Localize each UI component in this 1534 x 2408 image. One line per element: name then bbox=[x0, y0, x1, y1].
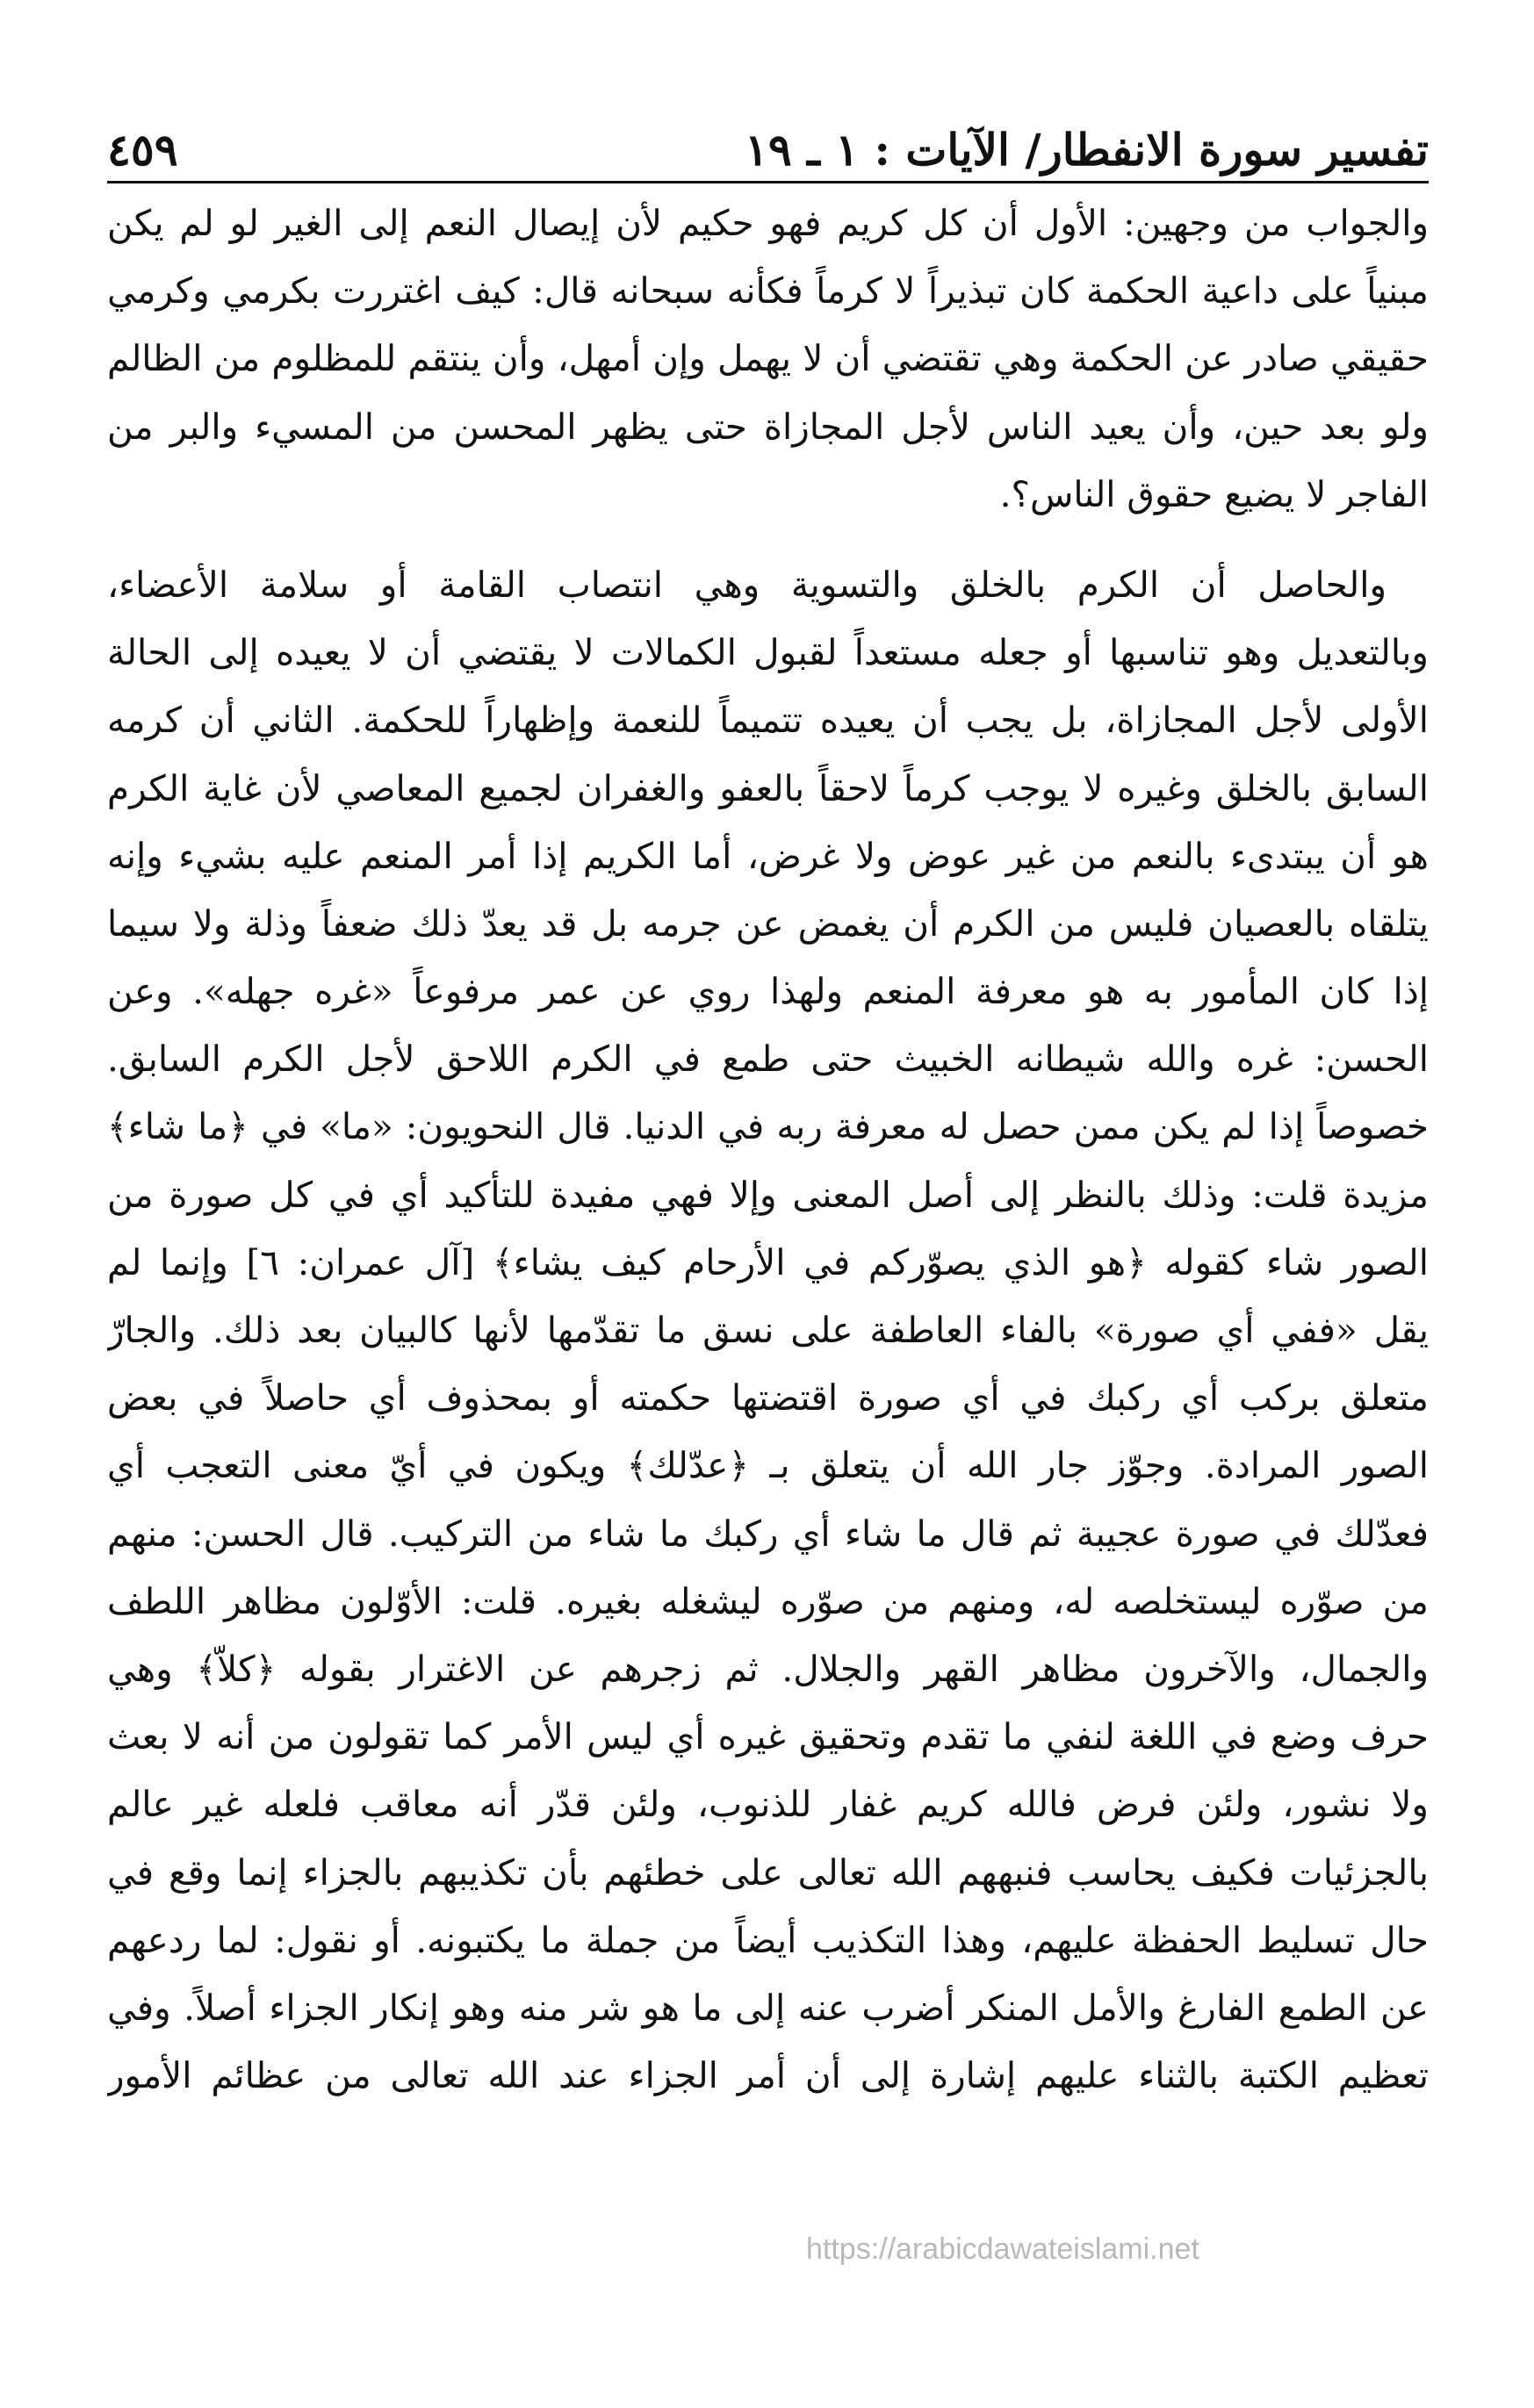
text-line: إذا كان المأمور به هو معرفة المنعم ولهذا روي عن عمر مرفوعاً «غره جهله». وعن bbox=[107, 970, 1429, 1013]
paragraph bbox=[107, 551, 1429, 2110]
text-line: فعدّلك في صورة عجيبة ثم قال ما شاء أي ركبك ما شاء من التركيب. قال الحسن: منهم bbox=[107, 1512, 1429, 1555]
watermark-url: https://arabicdawateislami.net bbox=[806, 2232, 1199, 2266]
text-line: عن الطمع الفارغ والأمل المنكر أضرب عنه إلى ما هو شر منه وهو إنكار الجزاء أصلاً. وفي bbox=[107, 1986, 1429, 2029]
text-line: الحسن: غره والله شيطانه الخبيث حتى طمع في الكرم اللاحق لأجل الكرم السابق. bbox=[107, 1038, 1429, 1081]
running-header bbox=[107, 114, 1429, 176]
text-line: بالجزئيات فكيف يحاسب فنبههم الله تعالى على خطئهم بأن تكذيبهم بالجزاء إنما وقع في bbox=[107, 1851, 1429, 1894]
text-line: والجواب من وجهين: الأول أن كل كريم فهو حكيم لأن إيصال النعم إلى الغير لو لم يكن bbox=[107, 202, 1429, 244]
text-line: الأولى لأجل المجازاة، بل يجب أن يعيده تتميماً للنعمة وإظهاراً للحكمة. الثاني أن كرمه bbox=[107, 699, 1429, 742]
page-number: ٤٥٩ bbox=[107, 124, 178, 176]
text-line: ولا نشور، ولئن فرض فالله كريم غفار للذنوب، ولئن قدّر أنه معاقب فلعله غير عالم bbox=[107, 1783, 1429, 1826]
text-line: والحاصل أن الكرم بالخلق والتسوية وهي انتصاب القامة أو سلامة الأعضاء، bbox=[107, 563, 1386, 606]
paragraph-gap bbox=[107, 528, 1429, 551]
text-line: متعلق بركب أي ركبك في أي صورة اقتضتها حكمته أو بمحذوف أي حاصلاً في بعض bbox=[107, 1377, 1429, 1420]
header-rule bbox=[107, 181, 1429, 183]
text-line: من صوّره ليستخلصه له، ومنهم من صوّره ليشغله بغيره. قلت: الأوّلون مظاهر اللطف bbox=[107, 1579, 1429, 1622]
text-line: السابق بالخلق وغيره لا يوجب كرماً لاحقاً بالعفو والغفران لجميع المعاصي لأن غاية الكرم bbox=[107, 766, 1429, 809]
text-line: والجمال، والآخرون مظاهر القهر والجلال. ثم زجرهم عن الاغترار بقوله ﴿كلاّ﴾ وهي bbox=[107, 1647, 1429, 1690]
text-line: هو أن يبتدىء بالنعم من غير عوض ولا غرض، أما الكريم إذا أمر المنعم عليه بشيء وإنه bbox=[107, 834, 1429, 877]
text-line: تعظيم الكتبة بالثناء عليهم إشارة إلى أن أمر الجزاء عند الله تعالى من عظائم الأمور bbox=[107, 2054, 1429, 2097]
text-line: يقل «ففي أي صورة» بالفاء العاطفة على نسق ما تقدّمها لأنها كالبيان بعد ذلك. والجارّ bbox=[107, 1309, 1429, 1351]
text-line: الصور شاء كقوله ﴿هو الذي يصوّركم في الأرحام كيف يشاء﴾ [آل عمران: ٦] وإنما لم bbox=[107, 1240, 1429, 1283]
text-line: الفاجر لا يضيع حقوق الناس؟. bbox=[999, 472, 1429, 515]
paragraph bbox=[107, 190, 1429, 528]
text-line: مبنياً على داعية الحكمة كان تبذيراً لا كرماً فكأنه سبحانه قال: كيف اغتررت بكرمي وكرمي bbox=[107, 270, 1429, 313]
text-line: الصور المرادة. وجوّز جار الله أن يتعلق بـ ﴿عدّلك﴾ ويكون في أيّ معنى التعجب أي bbox=[107, 1444, 1429, 1487]
text-line: وبالتعديل وهو تناسبها أو جعله مستعداً لقبول الكمالات لا يقتضي أن لا يعيده إلى الحالة bbox=[107, 631, 1429, 674]
text-line: حال تسليط الحفظة عليهم، وهذا التكذيب أيضاً من جملة ما يكتبونه. أو نقول: لما ردعهم bbox=[107, 1918, 1429, 1961]
text-line: خصوصاً إذا لم يكن ممن حصل له معرفة ربه في الدنيا. قال النحويون: «ما» في ﴿ما شاء﴾ bbox=[107, 1105, 1429, 1148]
running-header-title: تفسير سورة الانفطار/ الآيات : ١ ـ ١٩ bbox=[745, 124, 1429, 176]
text-line: ولو بعد حين، وأن يعيد الناس لأجل المجازاة حتى يظهر المحسن من المسيء والبر من bbox=[107, 405, 1429, 448]
text-line: حرف وضع في اللغة لنفي ما تقدم وتحقيق غيره أي ليس الأمر كما تقولون من أنه لا بعث bbox=[107, 1715, 1429, 1758]
page-body bbox=[107, 190, 1429, 2110]
text-line: يتلقاه بالعصيان فليس من الكرم أن يغمض عن جرمه بل قد يعدّ ذلك ضعفاً وذلة ولا سيما bbox=[107, 902, 1429, 945]
text-line: حقيقي صادر عن الحكمة وهي تقتضي أن لا يهمل وإن أمهل، وأن ينتقم للمظلوم من الظالم bbox=[107, 337, 1429, 380]
text-line: مزيدة قلت: وذلك بالنظر إلى أصل المعنى وإلا فهي مفيدة للتأكيد أي في كل صورة من bbox=[107, 1173, 1429, 1216]
